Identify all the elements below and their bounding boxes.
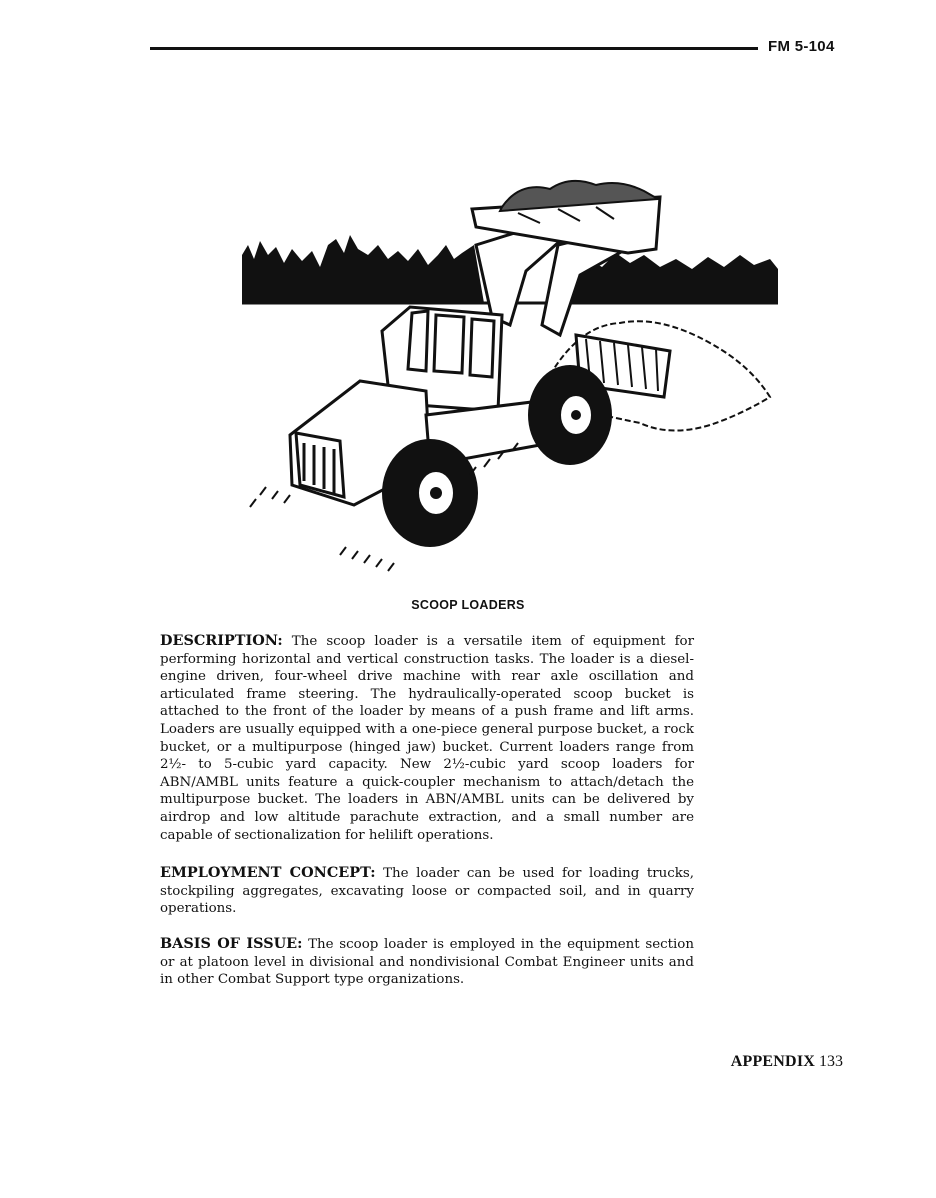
description-heading: DESCRIPTION:	[160, 632, 283, 649]
page-number: 133	[819, 1053, 843, 1070]
description-text: The scoop loader is a versatile item of equipment for performing horizontal and vertical construction tasks. The loader is a diesel-engine driven, four-wheel drive machine with rear axle oscillation and articulated frame steering. The hydraulically-operated scoop bucket is attached to the front of the loader by means of a push frame and lift arms. Loaders are usually equipped with a one-piece general purpose bucket, a rock bucket, or a multipurpose (hinged jaw) bucket. Current loaders range from 2½- to 5-cubic yard capacity. New 2½-cubic yard scoop loaders for ABN/AMBL units feature a quick-coupler mechanism to attach/detach the multipurpose bucket. The loaders in ABN/AMBL units can be delivered by airdrop and low altitude parachute extraction, and a small number are capable of sectionalization for helilift operations.	[160, 634, 694, 843]
description-paragraph	[160, 632, 694, 844]
front-wheel	[528, 365, 612, 465]
footer-label: APPENDIX	[730, 1053, 815, 1070]
basis-heading: BASIS OF ISSUE:	[160, 935, 303, 952]
document-id: FM 5-104	[768, 38, 835, 55]
figure-caption: SCOOP LOADERS	[411, 598, 525, 612]
page-footer	[731, 1053, 843, 1071]
scoop-loader-illustration	[240, 175, 780, 590]
rear-wheel	[382, 439, 478, 547]
employment-heading: EMPLOYMENT CONCEPT:	[160, 864, 376, 881]
header-rule	[150, 47, 758, 50]
basis-text: The scoop loader is employed in the equipment section or at platoon level in divisional and nondivisional Combat Engineer units and in other Combat Support type organizations.	[160, 937, 694, 988]
employment-paragraph	[160, 864, 694, 918]
treeline	[242, 235, 484, 303]
employment-text: The loader can be used for loading trucks, stockpiling aggregates, excavating loose or compacted soil, and in quarry operations.	[160, 866, 694, 917]
basis-paragraph	[160, 935, 694, 989]
